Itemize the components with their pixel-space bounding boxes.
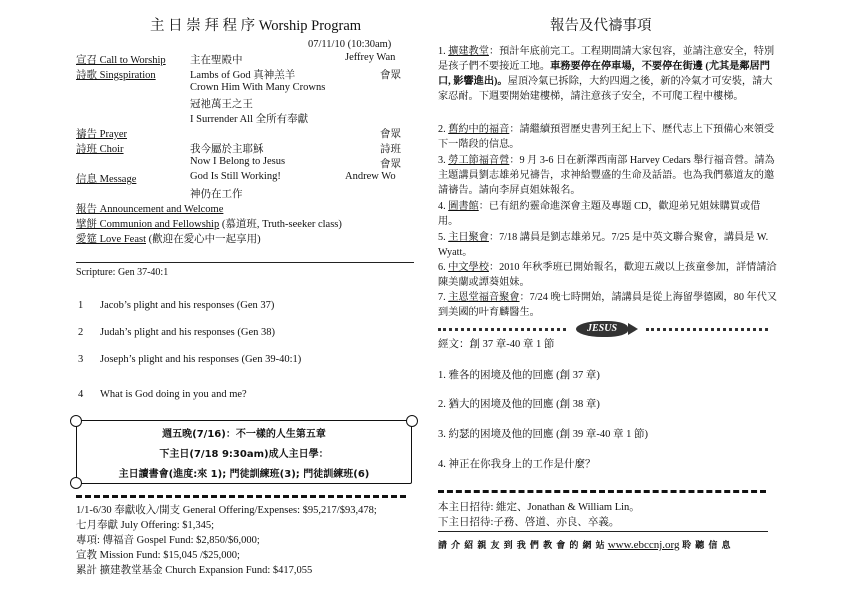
announcement-item [438, 290, 780, 320]
announcement-item [438, 199, 780, 229]
item-head: 舊約中的福音 [448, 124, 510, 135]
program-leader: 詩班 [380, 144, 401, 155]
offering-line: 1/1-6/30 奉獻收入/開支 General Offering/Expenses: $95,217/$93,478; [76, 505, 377, 516]
announcement-scroll [76, 420, 412, 484]
outline-zh: 4. 神正在你我身上的工作是什麼？ [438, 459, 596, 470]
dashed-divider [76, 495, 406, 498]
item-head: 主日聚會 [448, 232, 489, 243]
outline-num: 4 [78, 389, 84, 400]
program-detail: God Is Still Working! [190, 171, 281, 182]
communion-note: (慕道班, Truth-seeker class) [221, 219, 342, 230]
feast-line [76, 231, 261, 246]
host-this-week: 本主日招待: 維定、Jonathan & William Lin。 [438, 502, 640, 513]
communion-label: 擘餅 Communion and Fellowship [76, 219, 220, 230]
item-text: ：7/24 晚七時開始，請講員是從上海留學德國，80 年代又到美國的叶育麟醫生。 [438, 292, 778, 318]
item-num: 2. [438, 124, 446, 135]
website-link[interactable]: www.ebccnj.org [607, 539, 680, 551]
host-next-week: 下主日招待:子務、啓道、亦良、卒義。 [438, 517, 620, 528]
outline-zh: 2. 猶大的困境及他的回應 (創 38 章) [438, 399, 600, 410]
scripture-line [76, 267, 168, 278]
item-text: ：7/18 講員是劉志雄弟兄。7/25 是中英文聯合聚會，講員是 W. Wyatt。 [438, 232, 769, 258]
service-date: 07/11/10 (10:30am) [308, 39, 392, 50]
outline-text: Joseph’s plight and his responses (Gen 39-40:1) [100, 354, 302, 365]
outline-text: Judah’s plight and his responses (Gen 38) [100, 327, 275, 338]
program-label: 信息 Message [76, 174, 137, 185]
program-leader: 會眾 [380, 70, 401, 81]
footer-text: 請 介 紹 親 友 到 我 們 教 會 的 網 站 [438, 541, 606, 551]
item-text: ：2010 年秋季班已開始報名，歡迎五歲以上孩童參加，詳情請洽陳美蘭或譚葵姐妹。 [438, 262, 777, 288]
announcement-item [438, 260, 780, 290]
offering-line: 七月奉獻 July Offering: $1,345; [76, 520, 215, 531]
feast-note: (歡迎在愛心中一起享用) [148, 234, 261, 245]
scripture-zh: 經文：創 37 章-40 章 1 節 [438, 339, 555, 350]
program-leader: 會眾 [380, 159, 401, 170]
program-label: 詩歌 Singspiration [76, 70, 156, 81]
footer-end: 聆 聽 信 息 [682, 541, 732, 551]
communion-line [76, 216, 342, 231]
item-text: ：已有紐約靈命進深會主題及專題 CD，歡迎弟兄姐妹購買或借用。 [438, 201, 761, 227]
dashed-divider [438, 490, 766, 493]
outline-zh: 3. 約瑟的困境及他的回應 (創 39 章-40 章 1 節) [438, 429, 648, 440]
item-text: ：請繼續預習歷史書列王紀上下、歷代志上下預備心來領受下一階段的信息。 [438, 124, 775, 150]
announcement-item [438, 230, 780, 260]
announcement-item [438, 153, 780, 198]
scroll-line: 下主日(7/18 9:30am)成人主日學： [159, 449, 329, 460]
program-label: 詩班 Choir [76, 144, 124, 155]
item-num: 5. [438, 232, 446, 243]
item-head: 主恩堂福音聚會 [448, 292, 520, 303]
item-head: 圖書館 [448, 201, 479, 212]
feast-label: 愛筵 Love Feast [76, 234, 146, 245]
item-text: 屋頂冷氣已拆除，大約四週之後，新的冷氣才可安裝，請大家忍耐。下週要開始建樓梯，請注意孩子安全，不可爬工程中樓梯。 [438, 76, 773, 102]
outline-num: 1 [78, 300, 84, 311]
item-text: ：9 月 3-6 日在新澤西南部 Harvey Cedars 舉行福音營。請為主題講員劉志雄弟兄禱告，求神給豐盛的生命及話語。也為我們慕道友的邀請禱告。請向李屏貞姐妹報名。 [438, 155, 775, 196]
program-detail: Now I Belong to Jesus [190, 156, 286, 167]
program-title: 主 日 崇 拜 程 序 Worship Program [150, 18, 362, 34]
announcement-item [438, 122, 780, 152]
announcement-label: 報告 Announcement and Welcome [76, 204, 224, 215]
program-detail: 冠祂萬王之王 [190, 99, 253, 110]
item-head: 擴建教堂 [448, 46, 489, 57]
outline-num: 3 [78, 354, 84, 365]
program-detail: I Surrender All 全所有奉獻 [190, 114, 309, 125]
outline-zh: 1. 雅各的困境及他的回應 (創 37 章) [438, 370, 600, 381]
offering-line: 累計 擴建教堂基金 Church Expansion Fund: $417,055 [76, 565, 313, 576]
program-detail: 我今屬於主耶穌 [190, 144, 264, 155]
item-head: 勞工節福音營 [448, 155, 510, 166]
fish-divider [438, 321, 768, 337]
item-num: 1. [438, 46, 446, 57]
item-num: 4. [438, 201, 446, 212]
program-label: 宣召 Call to Worship [76, 55, 166, 66]
program-leader: 會眾 [380, 129, 401, 140]
scripture-label: Scripture: [76, 267, 116, 278]
offering-line: 宣教 Mission Fund: $15,045 /$25,000; [76, 550, 240, 561]
announcement-item [438, 44, 780, 104]
scroll-line: 主日讀書會(進度:來 1); 門徒訓練班(3); 門徒訓練班(6) [118, 469, 370, 480]
divider [76, 262, 414, 263]
outline-num: 2 [78, 327, 84, 338]
scripture-ref: Gen 37-40:1 [117, 267, 169, 278]
divider [438, 531, 768, 532]
program-detail: Crown Him With Many Crowns [190, 82, 326, 93]
outline-text: Jacob’s plight and his responses (Gen 37) [100, 300, 275, 311]
footer-invite [438, 538, 731, 551]
program-leader: Jeffrey Wan [345, 52, 396, 63]
dotted-line [646, 328, 768, 331]
program-leader: Andrew Wo [345, 171, 396, 182]
item-num: 3. [438, 155, 446, 166]
item-num: 6. [438, 262, 446, 273]
item-head: 中文學校 [448, 262, 489, 273]
program-detail: 神仍在工作 [190, 189, 243, 200]
item-text: ：預計年底前完工。工程期間請大家包容，並請注意安全，特別是孩子們不要接近工地。 [438, 46, 775, 72]
offering-line: 專項: 傳福音 Gospel Fund: $2,850/$6,000; [76, 535, 260, 546]
scroll-line: 週五晚(7/16)：不一樣的人生第五章 [162, 429, 326, 440]
item-bold: 車務要停在停車場，不要停在街邊 (尤其是鄰居門口, 影響進出)。 [438, 61, 770, 87]
program-label: 禱告 Prayer [76, 129, 128, 140]
ichthys-fish-icon: JESUS [576, 321, 628, 337]
outline-text: What is God doing in you and me? [100, 389, 247, 400]
dotted-line [438, 328, 566, 331]
announcements-title: 報告及代禱事項 [550, 18, 652, 34]
program-detail: Lambs of God 真神羔羊 [190, 70, 296, 81]
program-detail: 主在聖殿中 [190, 55, 243, 66]
item-num: 7. [438, 292, 446, 303]
